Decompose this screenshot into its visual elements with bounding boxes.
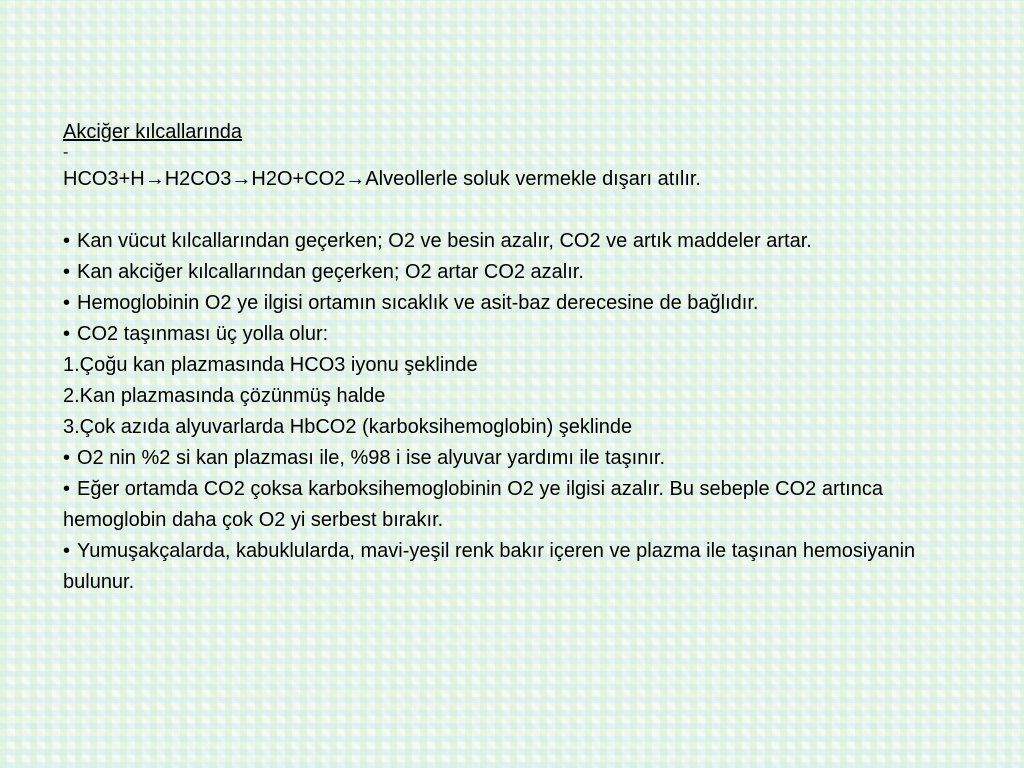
bullet-icon: • bbox=[63, 261, 71, 283]
bullet-icon: • bbox=[63, 447, 71, 469]
slide-heading: Akciğer kılcallarında bbox=[63, 121, 242, 143]
bullet-text: O2 nin %2 si kan plazması ile, %98 i ise alyuvar yardımı ile taşınır. bbox=[77, 447, 666, 469]
bullet-text: Hemoglobinin O2 ye ilgisi ortamın sıcaklık ve asit-baz derecesine de bağlıdır. bbox=[77, 292, 759, 314]
bullet-item bbox=[63, 226, 973, 257]
bullet-item bbox=[63, 257, 973, 288]
bullet-text: Eğer ortamda CO2 çoksa karboksihemoglobinin O2 ye ilgisi azalır. Bu sebeple CO2 artınca hemoglobin daha çok O2 yi serbest bırakır. bbox=[63, 478, 883, 531]
minus-mark: - bbox=[63, 144, 69, 161]
numbered-item: 3.Çok azıda alyuvarlarda HbCO2 (karboksihemoglobin) şeklinde bbox=[63, 416, 633, 438]
bullet-item bbox=[63, 288, 973, 319]
bullet-item bbox=[63, 474, 973, 536]
bullet-text: CO2 taşınması üç yolla olur: bbox=[77, 323, 329, 345]
reaction-equation: HCO3+H→H2CO3→H2O+CO2→Alveollerle soluk vermekle dışarı atılır. bbox=[63, 168, 701, 190]
bullet-text: Yumuşakçalarda, kabuklularda, mavi-yeşil renk bakır içeren ve plazma ile taşınan hemosiyanin bulunur. bbox=[63, 540, 916, 593]
bullet-text: Kan vücut kılcallarından geçerken; O2 ve besin azalır, CO2 ve artık maddeler artar. bbox=[77, 230, 812, 252]
bullet-text: Kan akciğer kılcallarından geçerken; O2 artar CO2 azalır. bbox=[77, 261, 584, 283]
bullet-icon: • bbox=[63, 230, 71, 252]
blank-line bbox=[63, 195, 973, 226]
bullet-icon: • bbox=[63, 292, 71, 314]
bullet-icon: • bbox=[63, 478, 71, 500]
bullet-item bbox=[63, 443, 973, 474]
bullet-item bbox=[63, 536, 973, 598]
numbered-item: 2.Kan plazmasında çözünmüş halde bbox=[63, 385, 386, 407]
bullet-icon: • bbox=[63, 323, 71, 345]
slide-text-body bbox=[63, 117, 973, 598]
bullet-icon: • bbox=[63, 540, 71, 562]
bullet-item bbox=[63, 319, 973, 350]
numbered-item: 1.Çoğu kan plazmasında HCO3 iyonu şeklinde bbox=[63, 354, 478, 376]
